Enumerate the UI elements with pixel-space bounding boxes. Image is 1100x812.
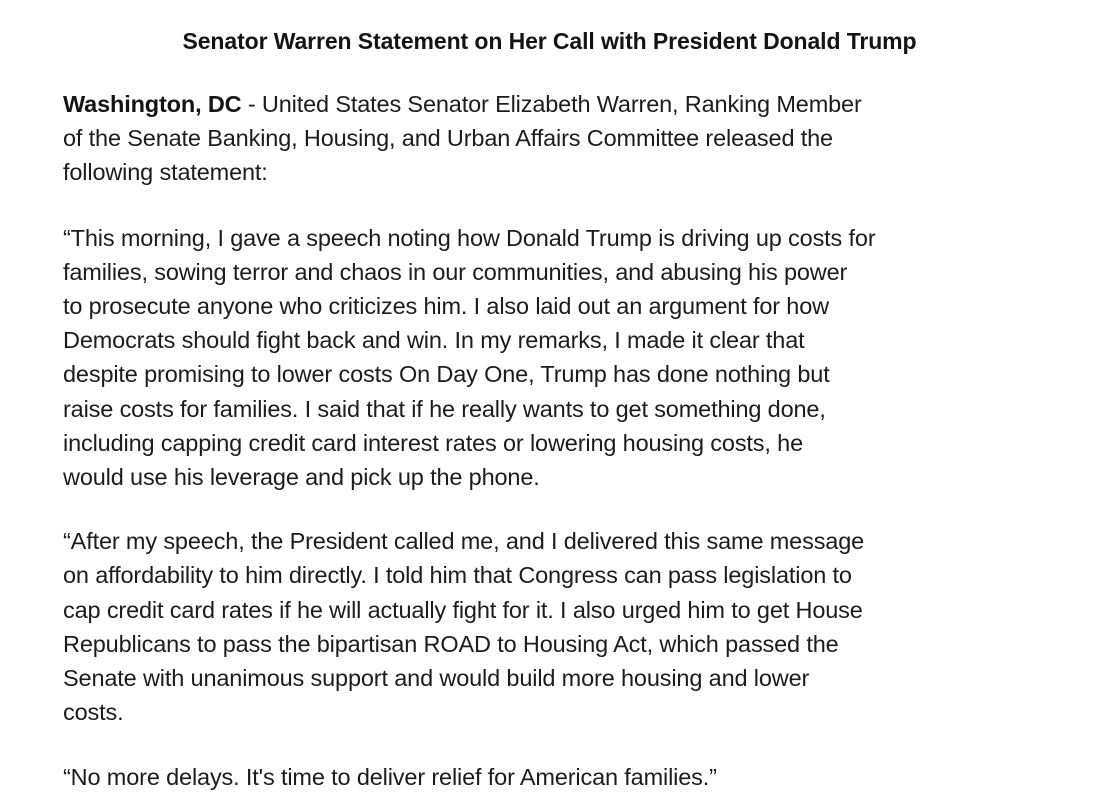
statement-title: Senator Warren Statement on Her Call with President Donald Trump	[182, 28, 917, 54]
statement-paragraph-1: “This morning, I gave a speech noting how Donald Trump is driving up costs for families, sowing terror and chaos in our communities, and abusing his power to prosecute anyone who criticizes him. I also laid out an argument for how Democrats should fight back and win. In my remarks, I made it clear that despite promising to lower costs On Day One, Trump has done nothing but raise costs for families. I said that if he really wants to get something done, including capping credit card interest rates or lowering housing costs, he would use his leverage and pick up the phone.	[63, 224, 876, 491]
statement-paragraph-2: “After my speech, the President called me, and I delivered this same message on affordability to him directly. I told him that Congress can pass legislation to cap credit card rates if he will actually fight for it. I also urged him to get House Republicans to pass the bipartisan ROAD to Housing Act, which passed the Senate with unanimous support and would build more housing and lower costs.	[63, 528, 865, 726]
dateline: Washington, DC	[63, 91, 242, 117]
intro-paragraph	[63, 87, 1060, 190]
intro-text: - United States Senator Elizabeth Warren, Ranking Member of the Senate Banking, Housing, and Urban Affairs Committee released the following statement:	[63, 91, 862, 186]
statement-paragraph-3: “No more delays. It's time to deliver relief for American families.”	[63, 764, 717, 791]
